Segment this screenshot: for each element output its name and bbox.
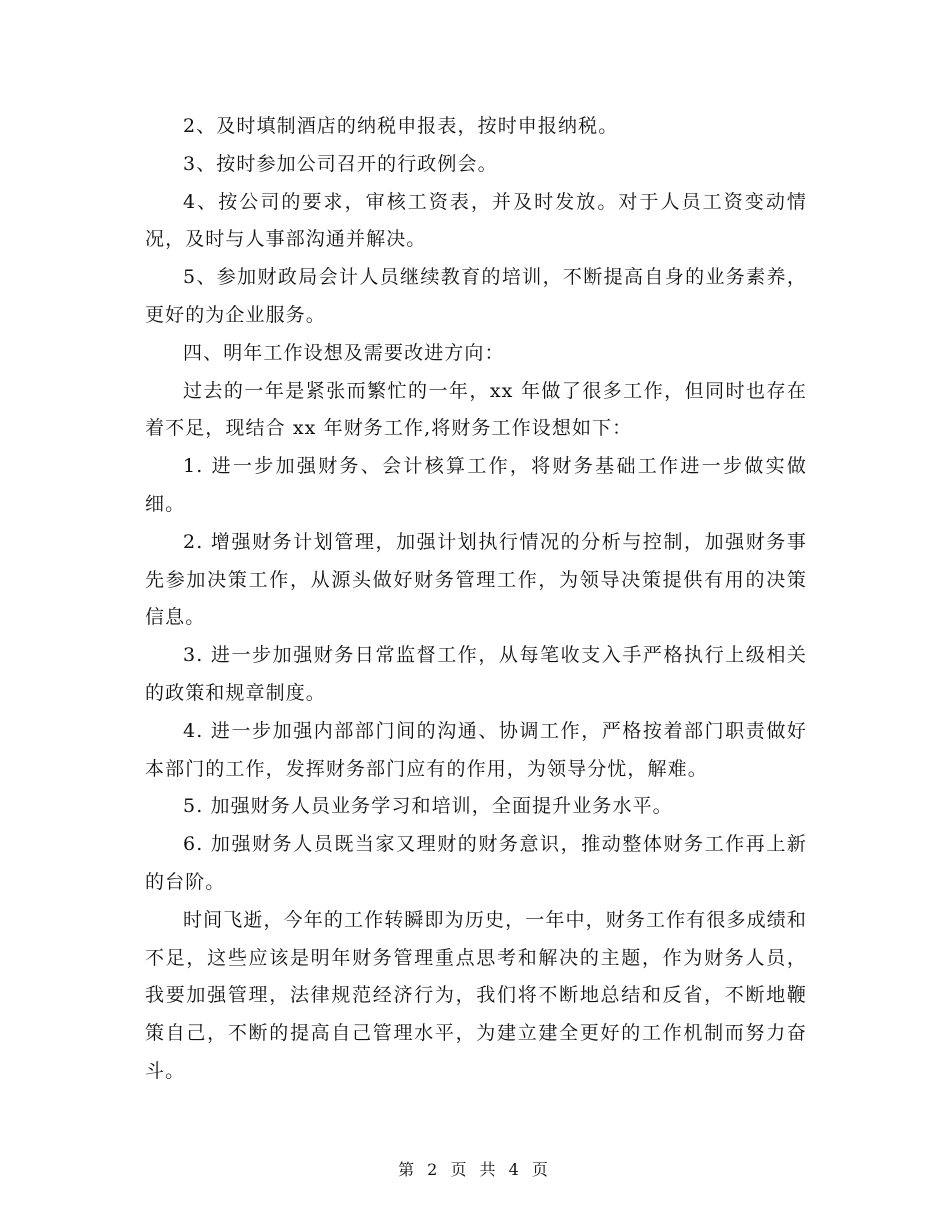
paragraph-conclusion: 时间飞逝，今年的工作转瞬即为历史，一年中，财务工作有很多成绩和不足，这些应该是明年财务管理重点思考和解决的主题，作为财务人员，我要加强管理，法律规范经济行为，我们将不断地总结和反省，不断地鞭策自己，不断的提高自己管理水平，为建立建全更好的工作机制而努力奋斗。 [145,908,807,1082]
paragraph-intro-plan: 过去的一年是紧张而繁忙的一年，xx 年做了很多工作，但同时也存在着不足，现结合 xx 年财务工作,将财务工作设想如下： [145,379,807,440]
paragraph-item-5-training: 5、参加财政局会计人员继续教育的培训，不断提高自身的业务素养，更好的为企业服务。 [145,266,807,326]
plan-item-2: 2. 增强财务计划管理，加强计划执行情况的分析与控制，加强财务事先参加决策工作，从源头做好财务管理工作，为领导决策提供有用的决策信息。 [145,530,807,629]
plan-item-1: 1. 进一步加强财务、会计核算工作，将财务基础工作进一步做实做细。 [145,455,807,515]
plan-item-5: 5. 加强财务人员业务学习和培训，全面提升业务水平。 [183,795,673,818]
paragraph-item-2-tax: 2、及时填制酒店的纳税申报表，按时申报纳税。 [183,115,619,137]
paragraph-item-3-meeting: 3、按时参加公司召开的行政例会。 [183,152,498,175]
document-body [145,108,807,1091]
page-number-footer: 第 2 页 共 4 页 [398,1160,552,1179]
paragraph-item-4-payroll: 4、按公司的要求，审核工资表，并及时发放。对于人员工资变动情况，及时与人事部沟通并解决。 [145,190,807,251]
plan-item-6: 6. 加强财务人员既当家又理财的财务意识，推动整体财务工作再上新的台阶。 [145,833,807,893]
plan-item-4: 4. 进一步加强内部部门间的沟通、协调工作，严格按着部门职责做好本部门的工作，发挥财务部门应有的作用，为领导分忧，解难。 [145,719,807,780]
plan-item-3: 3. 进一步加强财务日常监督工作，从每笔收支入手严格执行上级相关的政策和规章制度。 [145,644,807,704]
section-heading-next-year-plan: 四、明年工作设想及需要改进方向： [183,341,505,364]
